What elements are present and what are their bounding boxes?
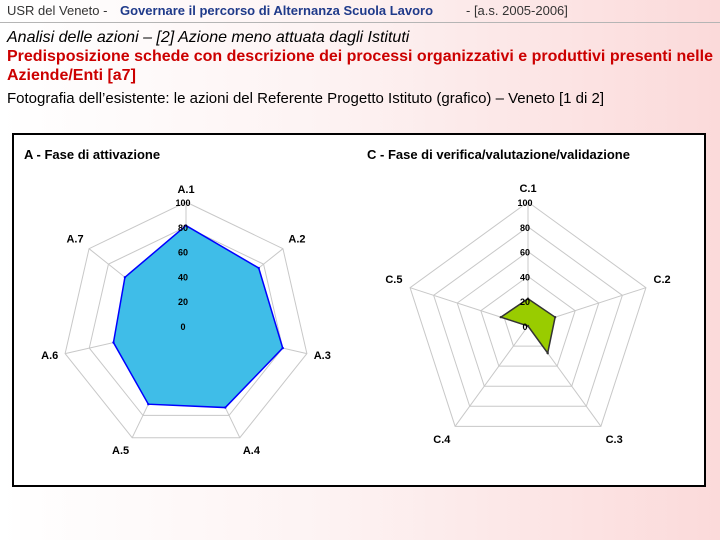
radar-chart-c: [364, 179, 692, 469]
slide-subtitle: Analisi delle azioni – [2] Azione meno attuata dagli Istituti: [7, 29, 410, 46]
slide-caption: Fotografia dell’esistente: le azioni del Referente Progetto Istituto (grafico) – Veneto [1 di 2]: [7, 90, 605, 107]
data-point: [124, 276, 126, 278]
tick-label: 40: [177, 272, 189, 283]
category-label: A.3: [313, 350, 331, 363]
data-point: [554, 316, 556, 318]
category-label: C.2: [653, 274, 671, 287]
tick-label: 100: [517, 198, 533, 208]
data-point: [147, 403, 149, 405]
data-point: [546, 352, 548, 354]
category-label: C.4: [433, 433, 451, 446]
category-label: A.2: [288, 233, 306, 246]
tick-label: 20: [177, 297, 189, 308]
slide-title-block: [7, 28, 713, 108]
category-label: C.3: [605, 433, 623, 446]
data-point: [224, 406, 226, 408]
tick-label: 60: [519, 247, 531, 258]
tick-label: 60: [177, 247, 189, 258]
slide-title: Predisposizione schede con descrizione dei processi organizzativi e produttivi presenti nelle Aziende/Enti [a7]: [7, 48, 713, 84]
category-label: A.5: [112, 445, 130, 458]
tick-label: 80: [519, 222, 531, 233]
header-year: - [a.s. 2005-2006]: [466, 3, 568, 18]
data-point: [258, 267, 260, 269]
chart-c-title: C - Fase di verifica/valutazione/validazione: [367, 147, 630, 162]
category-label: C.5: [385, 274, 403, 287]
data-point: [112, 341, 114, 343]
radar-chart-a: [20, 179, 348, 469]
tick-label: 0: [180, 322, 186, 332]
tick-label: 80: [177, 222, 189, 233]
category-label: A.6: [41, 350, 59, 363]
data-point: [500, 316, 502, 318]
data-point: [282, 347, 284, 349]
category-label: C.1: [519, 183, 537, 195]
category-label: A.4: [242, 445, 260, 458]
charts-panel: [12, 133, 706, 487]
tick-label: 0: [522, 322, 528, 332]
tick-label: 100: [175, 198, 191, 208]
category-label: A.7: [66, 233, 84, 246]
tick-label: 20: [519, 297, 531, 308]
header-org: USR del Veneto -: [7, 3, 108, 18]
header-project: Governare il percorso di Alternanza Scuola Lavoro: [120, 3, 434, 18]
tick-label: 40: [519, 272, 531, 283]
header-bar: [0, 0, 720, 23]
chart-a-title: A - Fase di attivazione: [24, 147, 161, 162]
category-label: A.1: [177, 184, 195, 196]
